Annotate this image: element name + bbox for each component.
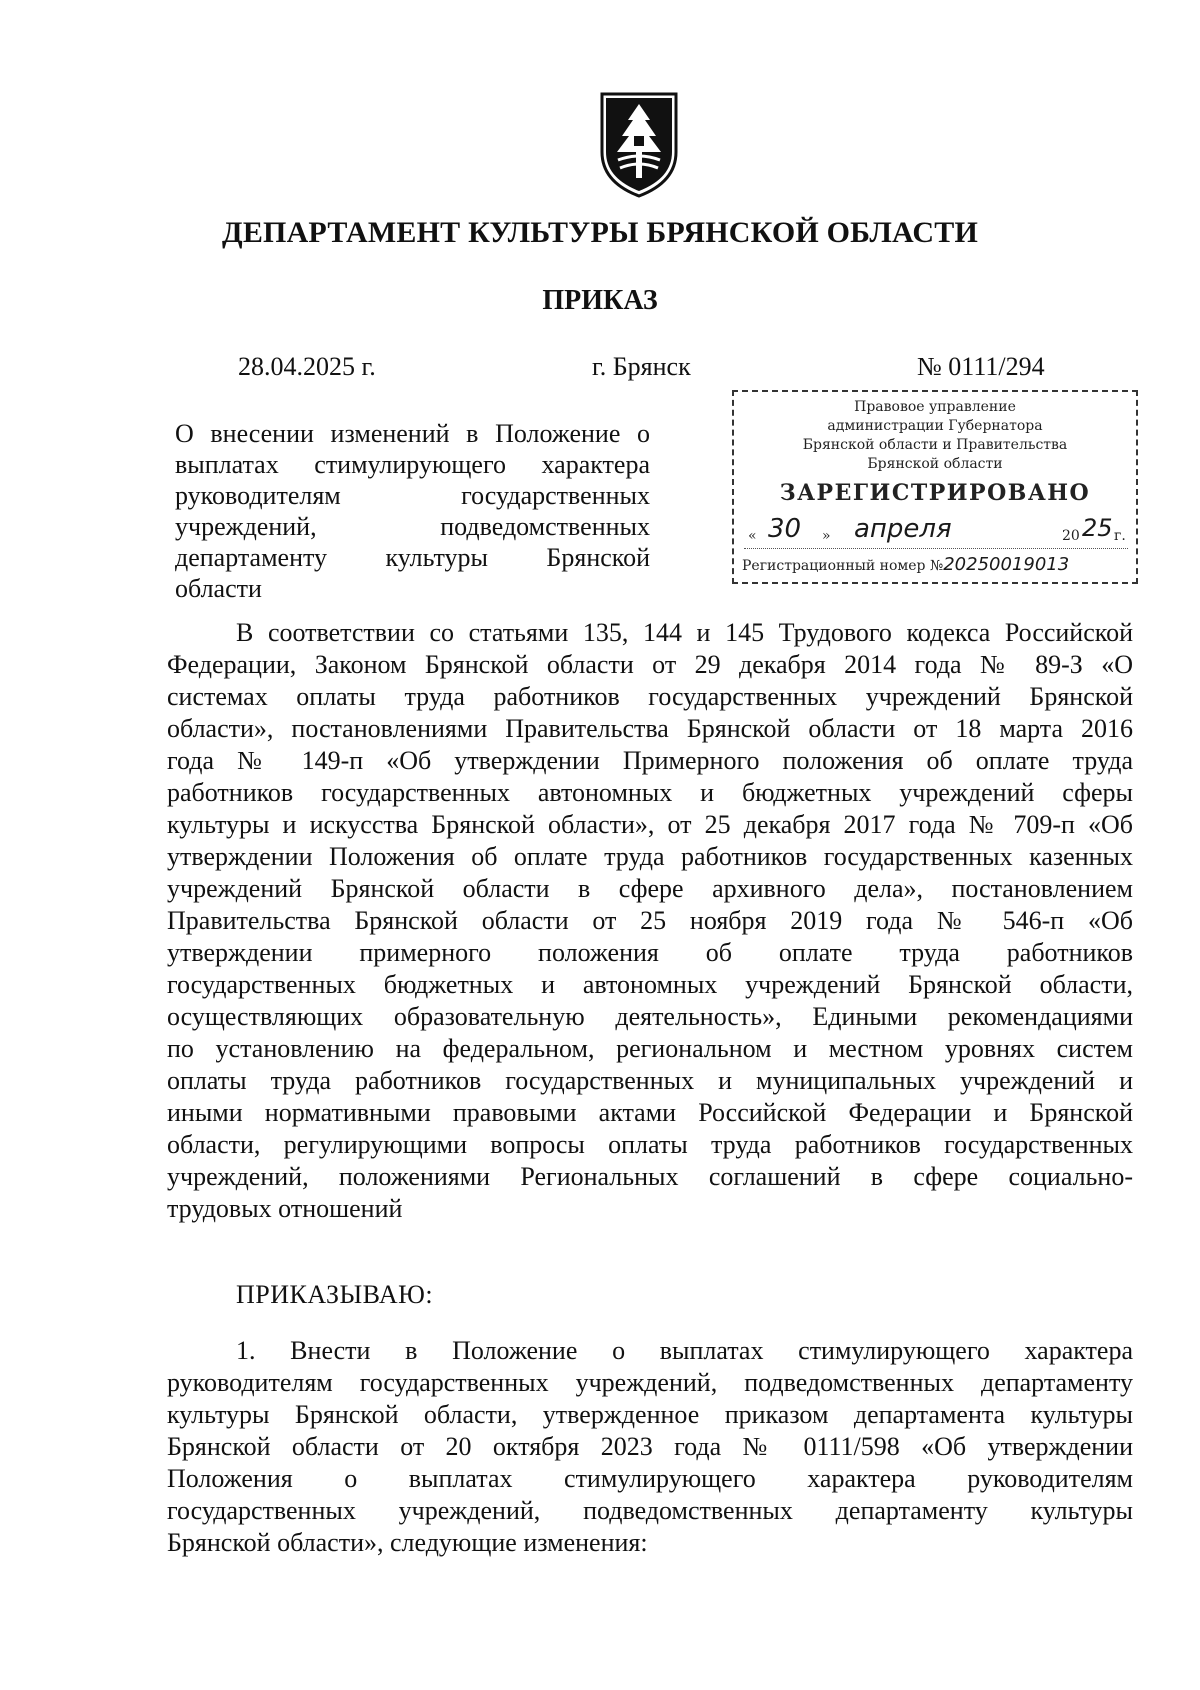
coat-of-arms-emblem <box>598 90 680 200</box>
stamp-year-unit: г. <box>1114 528 1126 544</box>
preamble-line: оплаты труда работников государственных и муниципальных учреждений и <box>167 1066 1133 1095</box>
preamble-line: государственных бюджетных и автономных учреждений Брянской области, <box>167 970 1133 999</box>
item-1-line: 1. Внести в Положение о выплатах стимулирующего характера <box>236 1336 1133 1365</box>
preamble-line: года № 149-п «Об утверждении Примерного положения об оплате труда <box>167 746 1133 775</box>
preamble-paragraph <box>167 617 1133 1225</box>
preamble-line: области, регулирующими вопросы оплаты труда работников государственных <box>167 1130 1133 1159</box>
order-number: № 0111/294 <box>917 352 1045 381</box>
stamp-registration-number <box>742 554 1130 575</box>
department-title: ДЕПАРТАМЕНТ КУЛЬТУРЫ БРЯНСКОЙ ОБЛАСТИ <box>221 216 978 249</box>
subject-line: О внесении изменений в Положение о <box>175 419 650 448</box>
preamble-line: культуры и искусства Брянской области», от 25 декабря 2017 года № 709-п «Об <box>167 810 1133 839</box>
stamp-day: 30 <box>768 514 802 544</box>
item-1-line: руководителям государственных учреждений, подведомственных департаменту <box>167 1368 1133 1397</box>
subject-line: руководителям государственных <box>175 481 650 510</box>
item-1-line: культуры Брянской области, утвержденное приказом департамента культуры <box>167 1400 1133 1429</box>
item-1-paragraph <box>167 1335 1133 1559</box>
preamble-line: учреждений, положениями Региональных соглашений в сфере социально- <box>167 1162 1133 1191</box>
stamp-line: администрации Губернатора <box>827 418 1043 434</box>
order-city: г. Брянск <box>592 352 691 381</box>
item-1-line: государственных учреждений, подведомственных департаменту культуры <box>167 1496 1133 1525</box>
preamble-line: иными нормативными правовыми актами Российской Федерации и Брянской <box>167 1098 1133 1127</box>
stamp-line: Брянской области <box>867 456 1003 472</box>
preamble-line: системах оплаты труда работников государственных учреждений Брянской <box>167 682 1133 711</box>
subject-line: департаменту культуры Брянской <box>175 543 650 572</box>
preamble-line: утверждении Положения об оплате труда работников государственных казенных <box>167 842 1133 871</box>
order-date: 28.04.2025 г. <box>238 352 376 381</box>
preamble-line: работников государственных автономных и бюджетных учреждений сферы <box>167 778 1133 807</box>
stamp-month: апреля <box>854 514 952 544</box>
stamp-line: Правовое управление <box>854 399 1016 415</box>
preamble-line: Федерации, Законом Брянской области от 29 декабря 2014 года № 89-З «О <box>167 650 1133 679</box>
preamble-line: В соответствии со статьями 135, 144 и 145 Трудового кодекса Российской <box>236 618 1133 647</box>
preamble-line: по установлению на федеральном, региональном и местном уровнях систем <box>167 1034 1133 1063</box>
preamble-line: учреждений Брянской области в сфере архивного дела», постановлением <box>167 874 1133 903</box>
preamble-line: утверждении примерного положения об оплате труда работников <box>167 938 1133 967</box>
preamble-line: осуществляющих образовательную деятельность», Едиными рекомендациями <box>167 1002 1133 1031</box>
preamble-line: Правительства Брянской области от 25 ноября 2019 года № 546-п «Об <box>167 906 1133 935</box>
preamble-line: трудовых отношений <box>167 1194 403 1223</box>
stamp-date-line: « 30 » апреля 20 25 г. <box>744 514 1128 549</box>
stamp-registered: ЗАРЕГИСТРИРОВАНО <box>779 480 1091 506</box>
registration-stamp <box>732 390 1138 584</box>
item-1-line: Положения о выплатах стимулирующего характера руководителям <box>167 1464 1133 1493</box>
stamp-year-suffix: 25 <box>1082 514 1113 542</box>
stamp-line: Брянской области и Правительства <box>802 437 1068 453</box>
order-subject <box>175 418 650 604</box>
item-1-line: Брянской области», следующие изменения: <box>167 1528 648 1557</box>
stamp-year-prefix: 20 <box>1062 528 1080 544</box>
preamble-line: области», постановлениями Правительства Брянской области от 18 марта 2016 <box>167 714 1133 743</box>
subject-line: области <box>175 574 262 603</box>
document-type: ПРИКАЗ <box>542 285 658 316</box>
stamp-reg-value: 20250019013 <box>943 554 1070 575</box>
order-directive: ПРИКАЗЫВАЮ: <box>236 1280 434 1309</box>
subject-line: учреждений, подведомственных <box>175 512 650 541</box>
subject-line: выплатах стимулирующего характера <box>175 450 650 479</box>
stamp-reg-label: Регистрационный номер № <box>742 558 944 574</box>
item-1-line: Брянской области от 20 октября 2023 года № 0111/598 «Об утверждении <box>167 1432 1133 1461</box>
